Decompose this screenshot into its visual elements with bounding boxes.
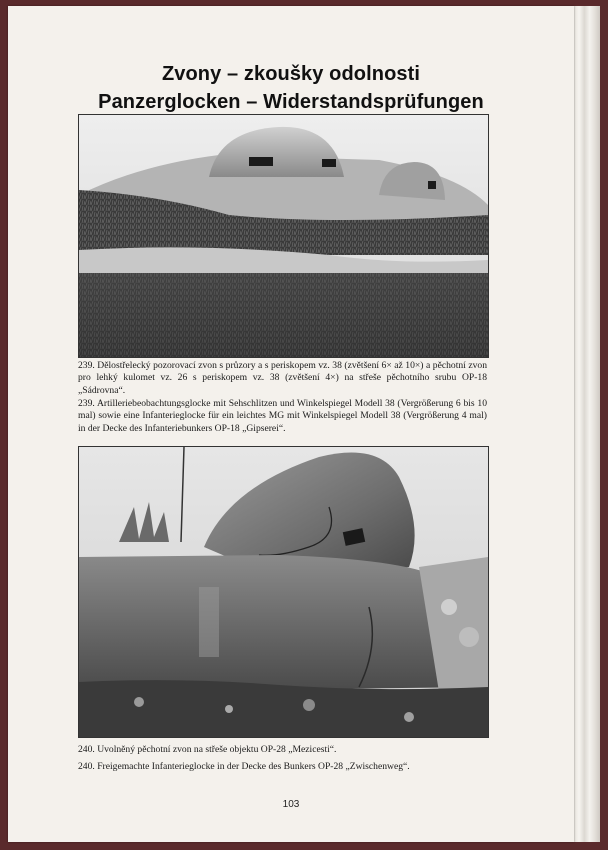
photo-240 <box>78 446 489 738</box>
caption-240-german: 240. Freigemachte Infanterieglocke in der Decke des Bunkers OP-28 „Zwischenweg“. <box>78 761 410 772</box>
page-number: 103 <box>282 799 300 810</box>
photo-239 <box>78 114 489 358</box>
page-edge <box>574 6 600 842</box>
caption-239-czech: 239. Dělostřelecký pozorovací zvon s průzory a s periskopem vz. 38 (zvětšení 6× až 10×) a pěchotní zvon pro lehký kulomet vz. 26 s periskopem vz. 38 (zvětšení 4×) na střeše pěchotního srubu OP-18 „Sádrovna“. <box>78 360 487 396</box>
photo-240-image <box>79 447 488 737</box>
caption-239-german: 239. Artilleriebeobachtungsglocke mit Sehschlitzen und Winkelspiegel Modell 38 (Vergrößerung 6 bis 10 mal) sowie eine Infanterieglocke für ein leichtes MG mit Winkelspiegel Modell 38 (Vergrößerung 4 mal) in der Decke des Infanteriebunkers OP-18 „Gipserei“. <box>78 398 487 434</box>
book-page <box>8 6 574 842</box>
caption-240-czech: 240. Uvolněný pěchotní zvon na střeše objektu OP-28 „Mezicesti“. <box>78 744 337 755</box>
page-title-german: Panzerglocken – Widerstandsprüfungen <box>98 91 484 113</box>
photo-239-image <box>79 115 488 357</box>
page-title-czech: Zvony – zkoušky odolnosti <box>161 63 421 85</box>
